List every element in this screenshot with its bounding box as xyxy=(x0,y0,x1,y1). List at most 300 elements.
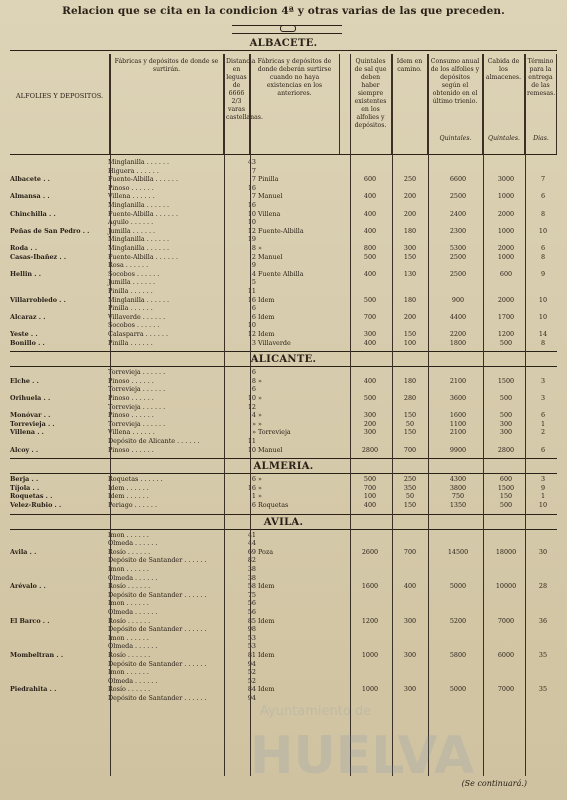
table-row xyxy=(10,253,557,262)
row-alt-source: Fuente Albilla xyxy=(258,269,304,278)
table-row xyxy=(10,339,557,348)
row-in-transit: 50 xyxy=(405,492,415,501)
row-term: 9 xyxy=(540,269,546,278)
header-quintales_sal: Quintales de sal que deben haber siempre existentes en los alfolies y depósitos. xyxy=(350,54,392,154)
row-source: Idem . . . . . . xyxy=(108,492,149,501)
table-row xyxy=(10,227,557,236)
row-place: Yeste . . xyxy=(10,330,38,338)
row-source: Pinoso . . . . . . xyxy=(108,376,154,385)
table-row xyxy=(10,617,557,626)
row-place: Alcaraz . . xyxy=(10,312,46,321)
row-consumption: 750 xyxy=(451,492,465,501)
table-row xyxy=(10,574,557,583)
section-rule xyxy=(10,351,557,352)
continuation-note: (Se continuará.) xyxy=(461,779,527,788)
row-source: Imon . . . . . . xyxy=(108,633,149,642)
row-distance: 56 xyxy=(247,599,256,608)
header-consumo: Consumo anual de los alfolies y depósitos según el obtenido en el último trienio. xyxy=(428,54,483,154)
row-distance: 12 xyxy=(247,226,256,235)
row-distance: 12 xyxy=(247,402,256,411)
row-in-transit: 300 xyxy=(403,685,417,694)
row-distance: 43 xyxy=(247,158,256,166)
row-alt-source: Fuente-Albilla xyxy=(258,226,304,235)
table-row xyxy=(10,484,557,493)
row-stock: 400 xyxy=(363,501,377,509)
row-stock: 500 xyxy=(363,252,377,261)
row-source: Imon . . . . . . xyxy=(108,565,149,573)
table-row xyxy=(10,158,557,167)
table-row xyxy=(10,446,557,455)
table-row xyxy=(10,278,557,287)
row-source: Rosío . . . . . . xyxy=(108,651,151,659)
row-place: Alcoy . . xyxy=(10,445,39,454)
svg-text:HUELVA: HUELVA xyxy=(250,726,475,786)
row-stock: 500 xyxy=(363,295,377,304)
row-alt-source: » xyxy=(258,483,262,492)
row-stock: 600 xyxy=(363,175,377,184)
table-row xyxy=(10,210,557,219)
row-stock: 1200 xyxy=(361,616,379,625)
row-stock: 300 xyxy=(363,411,377,420)
row-source: Periago . . . . . . xyxy=(108,501,158,509)
header-unit_dias: Dias. xyxy=(533,135,549,142)
row-in-transit: 180 xyxy=(403,376,417,385)
table-row xyxy=(10,261,557,270)
row-source: Rosío . . . . . . xyxy=(108,616,151,625)
row-term: 6 xyxy=(540,445,546,454)
row-capacity: 600 xyxy=(499,475,513,484)
archive-watermark-logo xyxy=(240,695,480,795)
table-row xyxy=(10,403,557,412)
section-rule xyxy=(10,473,557,474)
row-distance: 19 xyxy=(247,235,256,244)
title-ornament xyxy=(232,25,342,34)
row-source: Minglanilla . . . . . . xyxy=(108,235,170,244)
row-place: Piedrahita . . xyxy=(10,685,57,694)
row-alt-source: Villena xyxy=(258,209,281,218)
row-source: Depósito de Santander . . . . . . xyxy=(108,556,207,565)
row-in-transit: 180 xyxy=(403,295,417,304)
row-source: Roquetas . . . . . . xyxy=(108,475,163,484)
row-distance: 6 xyxy=(251,312,256,321)
table-row xyxy=(10,634,557,643)
row-stock: 300 xyxy=(363,428,377,437)
row-consumption: 5000 xyxy=(449,685,467,694)
row-stock: 400 xyxy=(363,376,377,385)
row-term: 2 xyxy=(540,428,546,437)
table-row xyxy=(10,642,557,651)
page-title: Relacion que se cita en la condicion 4ª y otras varias de las que preceden. xyxy=(62,5,505,17)
table-row xyxy=(10,501,557,510)
table-row xyxy=(10,582,557,591)
table-row xyxy=(10,201,557,210)
row-distance: 41 xyxy=(247,530,256,539)
row-distance: 38 xyxy=(247,573,256,582)
row-distance: 6 xyxy=(251,501,256,509)
row-distance: 11 xyxy=(247,287,256,295)
row-distance: 5 xyxy=(251,278,256,287)
header-unit_quintales: Quintales. xyxy=(439,135,472,142)
table-row xyxy=(10,192,557,201)
row-alt-source: Manuel xyxy=(258,192,283,201)
row-source: Idem . . . . . . xyxy=(108,483,149,492)
row-distance: 10 xyxy=(247,445,256,454)
row-distance: 44 xyxy=(247,539,256,548)
row-consumption: 1600 xyxy=(449,411,467,420)
table-row xyxy=(10,437,557,446)
row-source: Jumilla . . . . . . xyxy=(108,278,156,287)
row-alt-source: Manuel xyxy=(258,445,283,454)
row-alt-source: » xyxy=(258,244,262,252)
row-capacity: 500 xyxy=(499,338,513,347)
row-term: 10 xyxy=(538,501,548,509)
row-capacity: 6000 xyxy=(497,651,515,659)
row-in-transit: 180 xyxy=(403,226,417,235)
row-source: Imon . . . . . . xyxy=(108,668,149,677)
row-capacity: 500 xyxy=(499,394,513,402)
row-source: Villena . . . . . . xyxy=(108,192,155,201)
row-source: Aguilo . . . . . . xyxy=(108,218,154,227)
row-distance: 82 xyxy=(247,556,256,565)
row-distance: 56 xyxy=(247,608,256,616)
table-row xyxy=(10,668,557,677)
table-row xyxy=(10,428,557,437)
row-source: Villaverde . . . . . . xyxy=(108,312,166,321)
row-source: Olmeda . . . . . . xyxy=(108,676,158,685)
table-row xyxy=(10,287,557,296)
row-source: Socobos . . . . . . xyxy=(108,269,160,278)
row-consumption: 4300 xyxy=(449,475,467,484)
row-distance: 7 xyxy=(251,166,256,175)
header-bottom-rule xyxy=(10,154,557,155)
row-capacity: 2800 xyxy=(497,445,515,454)
row-place: Albacete . . xyxy=(10,175,50,184)
row-distance: 84 xyxy=(247,685,256,694)
svg-text:Ayuntamiento de: Ayuntamiento de xyxy=(260,704,372,719)
row-term: 6 xyxy=(540,411,546,420)
row-stock: 400 xyxy=(363,192,377,201)
row-distance: 85 xyxy=(247,616,256,625)
row-in-transit: 400 xyxy=(403,582,417,591)
row-source: Olmeda . . . . . . xyxy=(108,608,158,616)
table-row xyxy=(10,608,557,617)
row-distance: 12 xyxy=(247,330,256,338)
row-source: Depósito de Santander . . . . . . xyxy=(108,590,207,599)
column-divider xyxy=(392,54,393,776)
row-consumption: 3600 xyxy=(449,394,467,402)
row-source: Depósito de Santander . . . . . . xyxy=(108,659,207,668)
row-place: Roda . . xyxy=(10,244,38,252)
row-capacity: 1000 xyxy=(497,192,515,201)
row-stock: 400 xyxy=(363,209,377,218)
row-place: Torrevieja . . xyxy=(10,419,55,428)
row-alt-source: » xyxy=(258,492,262,501)
row-source: Pinoso . . . . . . xyxy=(108,394,154,402)
row-source: Pinoso . . . . . . xyxy=(108,411,154,420)
row-alt-source: » xyxy=(258,394,262,402)
table-row xyxy=(10,531,557,540)
row-source: Pinilla . . . . . . xyxy=(108,287,153,295)
row-alt-source: Villaverde xyxy=(258,338,291,347)
row-in-transit: 250 xyxy=(403,475,417,484)
row-stock: 500 xyxy=(363,394,377,402)
table-row xyxy=(10,218,557,227)
row-distance: 10 xyxy=(247,394,256,402)
row-capacity: 1000 xyxy=(497,252,515,261)
row-stock: 2600 xyxy=(361,547,379,556)
row-distance: 4 xyxy=(251,411,256,420)
row-distance: 69 xyxy=(247,547,256,556)
row-distance: 8 xyxy=(251,244,256,252)
row-in-transit: 280 xyxy=(403,394,417,402)
row-in-transit: 700 xyxy=(403,445,417,454)
row-alt-source: Idem xyxy=(258,312,275,321)
table-row xyxy=(10,368,557,377)
row-consumption: 2100 xyxy=(449,428,467,437)
row-source: Imon . . . . . . xyxy=(108,599,149,608)
row-source: Minglanilla . . . . . . xyxy=(108,295,170,304)
row-in-transit: 150 xyxy=(403,428,417,437)
row-capacity: 500 xyxy=(499,501,513,509)
row-distance: 8 xyxy=(251,376,256,385)
row-place: Orihuela . . xyxy=(10,394,51,402)
row-source: Pinoso . . . . . . xyxy=(108,445,154,454)
row-consumption: 2300 xyxy=(449,226,467,235)
table-row xyxy=(10,660,557,669)
row-in-transit: 300 xyxy=(403,651,417,659)
row-distance: 7 xyxy=(251,175,256,184)
row-consumption: 3800 xyxy=(449,483,467,492)
row-source: Depósito de Alicante . . . . . . xyxy=(108,437,200,445)
row-source: Torrevieja . . . . . . xyxy=(108,419,166,428)
row-source: Olmeda . . . . . . xyxy=(108,642,158,651)
header-idem_camino: Idem en camino. xyxy=(392,54,428,154)
row-source: Jumilla . . . . . . xyxy=(108,226,156,235)
table-row xyxy=(10,296,557,305)
row-place: Almansa . . xyxy=(10,192,50,201)
row-term: 35 xyxy=(538,685,548,694)
table-row xyxy=(10,313,557,322)
row-place: Chinchilla . . xyxy=(10,209,56,218)
row-stock: 400 xyxy=(363,338,377,347)
row-alt-source: Torrevieja xyxy=(258,428,291,437)
row-capacity: 300 xyxy=(499,419,513,428)
row-distance: 11 xyxy=(247,437,256,445)
row-capacity: 1200 xyxy=(497,330,515,338)
row-capacity: 7000 xyxy=(497,616,515,625)
row-consumption: 14500 xyxy=(447,547,469,556)
row-alt-source: » xyxy=(258,475,262,484)
row-source: Fuente-Albilla . . . . . . xyxy=(108,209,179,218)
row-source: Depósito de Santander . . . . . . xyxy=(108,694,207,702)
row-place: Arévalo . . xyxy=(10,582,46,591)
row-distance: 1 xyxy=(251,492,256,501)
row-distance: 6 xyxy=(251,368,256,377)
row-alt-source: Pinilla xyxy=(258,175,279,184)
table-row xyxy=(10,548,557,557)
header-distancia: Distancia en leguas de 6666 2/3 varas castellanas. xyxy=(224,54,250,154)
row-alt-source: » xyxy=(258,411,262,420)
row-stock: 300 xyxy=(363,330,377,338)
row-term: 7 xyxy=(540,175,546,184)
row-distance: 94 xyxy=(247,659,256,668)
row-consumption: 1350 xyxy=(449,501,467,509)
row-source: Pinoso . . . . . . xyxy=(108,183,154,192)
row-stock: 700 xyxy=(363,483,377,492)
row-alt-source: Idem xyxy=(258,616,275,625)
table-row xyxy=(10,321,557,330)
row-term: 36 xyxy=(538,616,548,625)
row-stock: 400 xyxy=(363,269,377,278)
section-rule xyxy=(10,514,557,515)
row-place: Elche . . xyxy=(10,376,39,385)
row-term: 10 xyxy=(538,312,548,321)
row-consumption: 9900 xyxy=(449,445,467,454)
row-consumption: 5800 xyxy=(449,651,467,659)
row-term: 6 xyxy=(540,244,546,252)
row-source: Calasparra . . . . . . xyxy=(108,330,169,338)
row-consumption: 4400 xyxy=(449,312,467,321)
column-divider xyxy=(110,54,111,776)
row-source: Olmeda . . . . . . xyxy=(108,539,158,548)
table-row xyxy=(10,330,557,339)
row-source: Torrevieja . . . . . . xyxy=(108,368,166,377)
header-fabricas2: Fábricas y depósitos de donde deberán surtirse cuando no haya existencias en los anteriores. xyxy=(250,54,340,154)
row-alt-source: Manuel xyxy=(258,252,283,261)
row-alt-source: » xyxy=(258,376,262,385)
row-source: Minglanilla . . . . . . xyxy=(108,158,170,166)
row-term: 3 xyxy=(540,394,546,402)
row-place: Roquetas . . xyxy=(10,492,53,501)
table-row xyxy=(10,184,557,193)
row-stock: 2800 xyxy=(361,445,379,454)
table-row xyxy=(10,411,557,420)
table-row xyxy=(10,175,557,184)
row-in-transit: 300 xyxy=(403,244,417,252)
section-title: ALBACETE. xyxy=(249,38,318,49)
row-term: 8 xyxy=(540,209,546,218)
column-divider xyxy=(525,54,526,776)
table-row xyxy=(10,394,557,403)
row-in-transit: 150 xyxy=(403,330,417,338)
row-term: 1 xyxy=(540,419,546,428)
table-row xyxy=(10,377,557,386)
row-distance: 75 xyxy=(247,590,256,599)
row-alt-source: Poza xyxy=(258,547,274,556)
column-divider xyxy=(350,54,351,776)
row-place: Villena . . xyxy=(10,428,44,437)
row-alt-source: » xyxy=(258,419,262,428)
row-consumption: 2200 xyxy=(449,330,467,338)
row-in-transit: 50 xyxy=(405,419,415,428)
row-source: Fuente-Albilla . . . . . . xyxy=(108,175,179,184)
row-in-transit: 300 xyxy=(403,616,417,625)
row-stock: 400 xyxy=(363,226,377,235)
row-term: 9 xyxy=(540,483,546,492)
row-distance: 58 xyxy=(247,582,256,591)
row-alt-source: Roquetas xyxy=(258,501,289,509)
row-in-transit: 200 xyxy=(403,192,417,201)
header-cabida: Cabida de los almacenes. xyxy=(483,54,525,154)
row-place: Hellin . . xyxy=(10,269,41,278)
row-source: Villena . . . . . . xyxy=(108,428,155,437)
table-row xyxy=(10,599,557,608)
row-source: Torrevieja . . . . . . xyxy=(108,402,166,411)
row-alt-source: Idem xyxy=(258,651,275,659)
row-alt-source: Idem xyxy=(258,685,275,694)
row-distance: 10 xyxy=(247,209,256,218)
table-row xyxy=(10,539,557,548)
row-distance: 6 xyxy=(251,385,256,394)
row-consumption: 6600 xyxy=(449,175,467,184)
table-row xyxy=(10,565,557,574)
row-source: Rosío . . . . . . xyxy=(108,685,151,694)
row-consumption: 900 xyxy=(451,295,465,304)
row-source: Torrevieja . . . . . . xyxy=(108,385,166,394)
table-row xyxy=(10,167,557,176)
row-capacity: 300 xyxy=(499,428,513,437)
row-distance: 53 xyxy=(247,633,256,642)
section-rule xyxy=(10,529,557,530)
row-distance: 10 xyxy=(247,321,256,330)
column-divider xyxy=(428,54,429,776)
row-distance: 52 xyxy=(247,676,256,685)
row-place: Velez-Rubio . . xyxy=(10,501,62,509)
row-source: Pinilla . . . . . . xyxy=(108,338,153,347)
row-distance: 9 xyxy=(251,261,256,270)
row-source: Pinilla . . . . . . xyxy=(108,304,153,313)
table-row xyxy=(10,492,557,501)
row-source: Higuera . . . . . . xyxy=(108,166,159,175)
row-in-transit: 150 xyxy=(403,501,417,509)
row-place: Bonillo . . xyxy=(10,338,45,347)
row-stock: 1000 xyxy=(361,651,379,659)
column-divider xyxy=(250,54,251,776)
row-distance: 94 xyxy=(247,694,256,702)
row-capacity: 500 xyxy=(499,411,513,420)
row-stock: 1600 xyxy=(361,582,379,591)
row-source: Depósito de Santander . . . . . . xyxy=(108,625,207,634)
table-row xyxy=(10,475,557,484)
column-divider xyxy=(224,54,225,776)
row-source: Minglanilla . . . . . . xyxy=(108,244,170,252)
row-distance: 16 xyxy=(247,183,256,192)
row-term: 1 xyxy=(540,492,546,501)
row-source: Fuente-Albilla . . . . . . xyxy=(108,252,179,261)
row-distance: 10 xyxy=(247,218,256,227)
row-in-transit: 200 xyxy=(403,209,417,218)
row-term: 14 xyxy=(538,330,548,338)
row-in-transit: 100 xyxy=(403,338,417,347)
table-row xyxy=(10,556,557,565)
section-title: ALICANTE. xyxy=(250,354,317,366)
table-row xyxy=(10,591,557,600)
row-source: Rosío . . . . . . xyxy=(108,582,151,591)
table-row xyxy=(10,677,557,686)
row-distance: 4 xyxy=(251,269,256,278)
header-alfolies: ALFOLIES Y DEPOSITOS. xyxy=(10,54,110,154)
row-term: 8 xyxy=(540,338,546,347)
row-place: Monóvar . . xyxy=(10,411,51,420)
column-divider xyxy=(483,54,484,776)
table-row xyxy=(10,270,557,279)
row-term: 10 xyxy=(538,295,548,304)
table-row xyxy=(10,304,557,313)
row-capacity: 7000 xyxy=(497,685,515,694)
row-place: Peñas de San Pedro . . xyxy=(10,226,90,235)
row-distance: 81 xyxy=(247,651,256,659)
row-term: 35 xyxy=(538,651,548,659)
